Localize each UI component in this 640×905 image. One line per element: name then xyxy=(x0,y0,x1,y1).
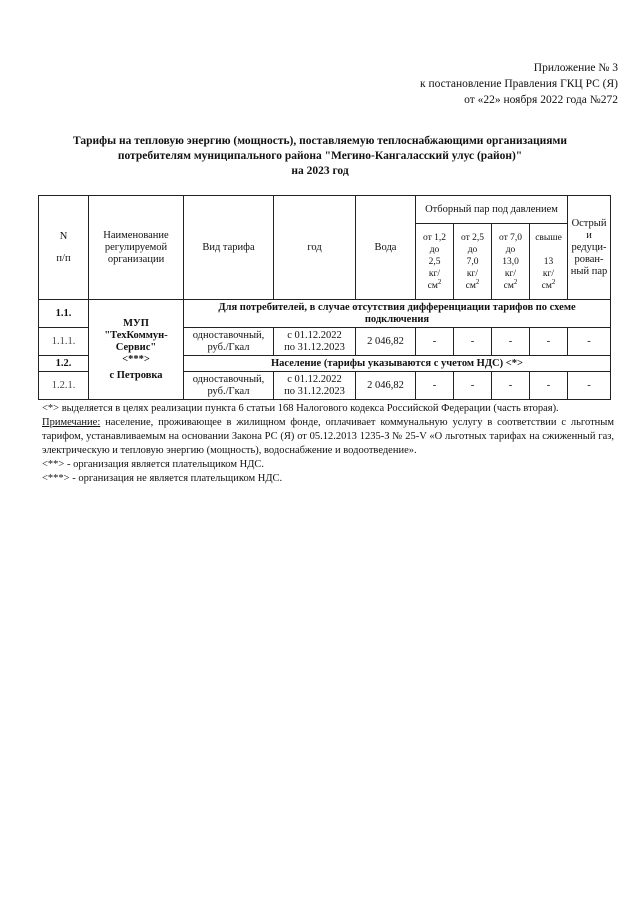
notes-section xyxy=(42,402,614,486)
pressure-unit: кг/ xyxy=(542,268,555,279)
appendix-line: к постановление Правления ГКЦ РС (Я) xyxy=(419,78,618,90)
pressure-2-value: - xyxy=(454,328,492,356)
org-line: "ТехКоммун- xyxy=(104,329,168,341)
sharp-steam-value: - xyxy=(568,372,611,400)
pressure-value: 2,5 xyxy=(428,256,441,267)
remark-label: Примечание: xyxy=(42,417,101,428)
pressure-from: от 7,0 xyxy=(498,232,523,243)
tariff-type: одноставочный, руб./Гкал xyxy=(184,328,274,356)
pressure-to: до xyxy=(429,244,440,255)
organization-name xyxy=(89,300,184,400)
footnote-vat: <*> выделяется в целях реализации пункта 6 статьи 168 Налогового кодекса Российской Федерации (часть вторая). xyxy=(42,403,559,414)
header-number-n: N xyxy=(59,230,68,242)
header-pressure-4 xyxy=(530,224,568,300)
row-number: 1.2. xyxy=(39,356,89,372)
header-organization: Наименование регулируемой организации xyxy=(89,196,184,300)
period-to: по 31.12.2023 xyxy=(284,385,345,397)
pressure-to: до xyxy=(505,244,516,255)
appendix-line: Приложение № 3 xyxy=(533,62,618,74)
document-title xyxy=(30,134,610,179)
pressure-3-value: - xyxy=(492,372,530,400)
pressure-unit: кг/ xyxy=(428,268,441,279)
period-to: по 31.12.2023 xyxy=(284,341,345,353)
pressure-1-value: - xyxy=(416,372,454,400)
header-pressure-3 xyxy=(492,224,530,300)
period-from: с 01.12.2022 xyxy=(287,373,342,385)
tariff-type: одноставочный, руб./Гкал xyxy=(184,372,274,400)
pressure-unit-bottom: $см^2$ xyxy=(465,277,480,291)
header-steam: Отборный пар под давлением xyxy=(416,196,568,224)
title-line: Тарифы на тепловую энергию (мощность), поставляемую теплоснабжающими организациями xyxy=(73,135,567,147)
pressure-4-value: - xyxy=(530,328,568,356)
org-line: Сервис" xyxy=(115,341,157,353)
pressure-2-value: - xyxy=(454,372,492,400)
org-line: <***> xyxy=(122,353,150,365)
pressure-from: свыше xyxy=(535,232,562,243)
pressure-from: от 2,5 xyxy=(460,232,485,243)
section-heading: Для потребителей, в случае отсутствия дифференциации тарифов по схеме подключения xyxy=(184,300,611,328)
pressure-from: от 1,2 xyxy=(422,232,447,243)
pressure-unit-bottom: $см^2$ xyxy=(427,277,442,291)
pressure-3-value: - xyxy=(492,328,530,356)
header-sharp-steam: Острый и редуци-рован-ный пар xyxy=(568,196,611,300)
tariff-period xyxy=(274,328,356,356)
header-pressure-1 xyxy=(416,224,454,300)
header-water: Вода xyxy=(356,196,416,300)
org-line: МУП xyxy=(123,317,149,329)
tariff-period xyxy=(274,372,356,400)
title-line: потребителям муниципального района "Мегино-Кангаласский улус (район)" xyxy=(117,150,523,162)
tariff-table xyxy=(38,195,611,400)
title-line: на 2023 год xyxy=(291,165,349,177)
pressure-unit: кг/ xyxy=(466,268,479,279)
pressure-value: 7,0 xyxy=(466,256,479,267)
pressure-4-value: - xyxy=(530,372,568,400)
header-year: год xyxy=(274,196,356,300)
sharp-steam-value: - xyxy=(568,328,611,356)
pressure-1-value: - xyxy=(416,328,454,356)
water-value: 2 046,82 xyxy=(356,328,416,356)
row-number: 1.1. xyxy=(39,300,89,328)
footnote-vat-payer: <**> - организация является плательщиком НДС. xyxy=(42,459,264,470)
pressure-value: 13,0 xyxy=(502,256,519,267)
header-number xyxy=(39,196,89,300)
pressure-unit: кг/ xyxy=(504,268,517,279)
org-line: с Петровка xyxy=(109,369,163,381)
header-number-pp: п/п xyxy=(56,252,71,264)
period-from: с 01.12.2022 xyxy=(287,329,342,341)
row-number: 1.1.1. xyxy=(39,328,89,356)
footnote-not-vat-payer: <***> - организация не является плательщиком НДС. xyxy=(42,473,283,484)
footnote-remark xyxy=(42,416,614,458)
pressure-value: 13 xyxy=(543,256,554,267)
row-number: 1.2.1. xyxy=(39,372,89,400)
pressure-unit-bottom: $см^2$ xyxy=(541,277,556,291)
appendix-header xyxy=(420,60,618,108)
appendix-line: от «22» ноября 2022 года №272 xyxy=(464,94,618,106)
header-tariff-type: Вид тарифа xyxy=(184,196,274,300)
remark-text: население, проживающее в жилищном фонде, оплачивает коммунальную услугу в соответствии с льготным тарифом, устанавливаемым на основании Закона РС (Я) от 05.12.2013 1235-З № 25-V «О льготных тарифах на сжиженный газ, электрическую и тепловую энергию (мощность), водоснабжение и водоотведение». xyxy=(42,417,614,456)
water-value: 2 046,82 xyxy=(356,372,416,400)
header-pressure-2 xyxy=(454,224,492,300)
pressure-unit-bottom: $см^2$ xyxy=(503,277,518,291)
pressure-to: до xyxy=(467,244,478,255)
section-heading: Население (тарифы указываются с учетом НДС) <*> xyxy=(184,356,611,372)
